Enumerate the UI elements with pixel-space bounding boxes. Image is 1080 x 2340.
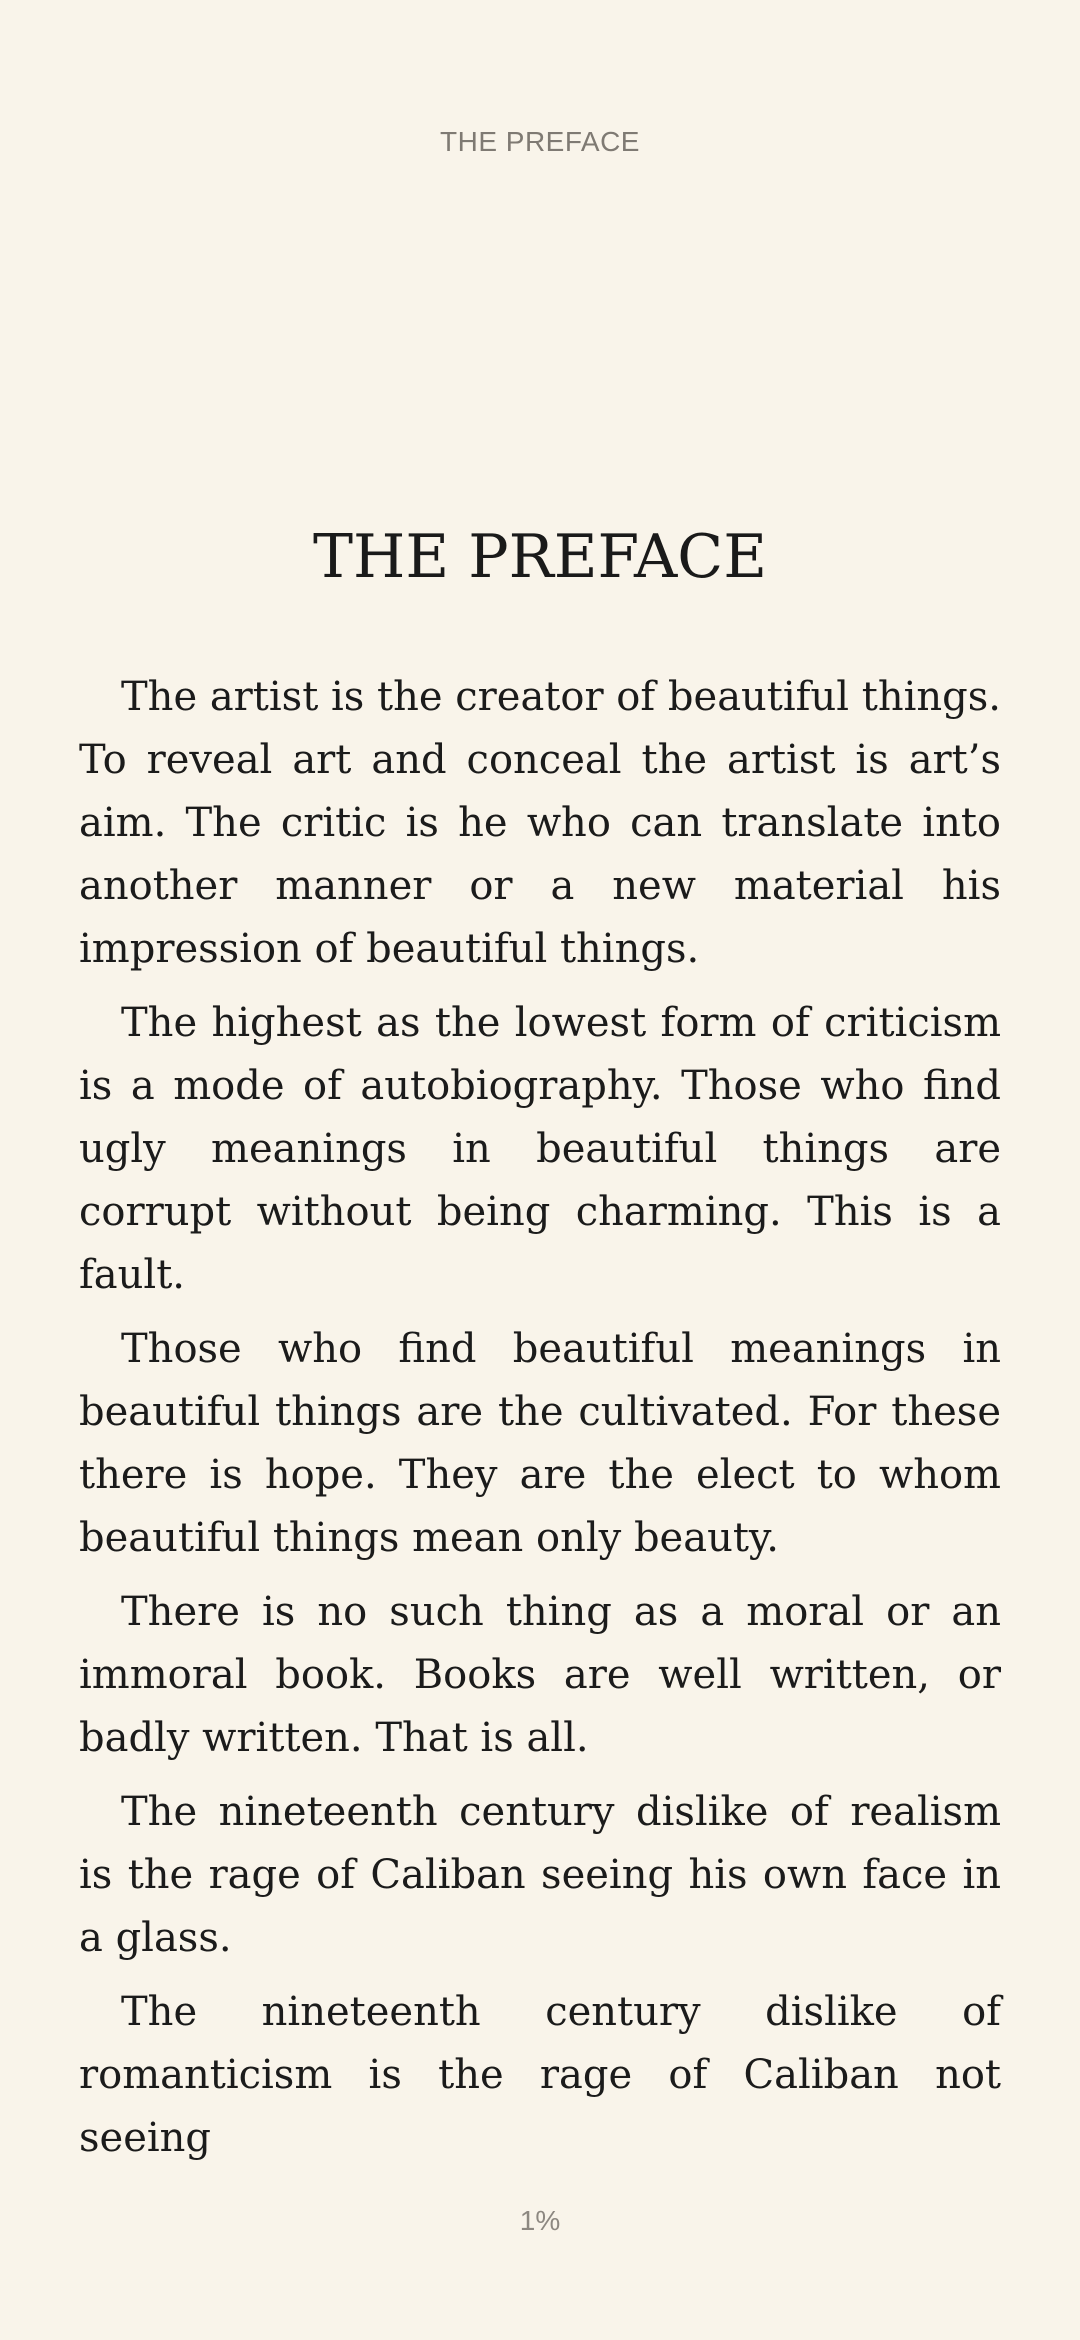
paragraph: The artist is the creator of beautiful things. To reveal art and conceal the artist is art’s aim. The critic is he who can translate into another manner or a new material his impression of beautiful things. — [79, 674, 1001, 972]
running-header-title: THE PREFACE — [440, 126, 640, 157]
paragraph: The highest as the lowest form of criticism is a mode of autobiography. Those who find ugly meanings in beautiful things are corrupt without being charming. This is a fault. — [79, 1000, 1001, 1298]
paragraph: The nineteenth century dislike of realism is the rage of Caliban seeing his own face in a glass. — [79, 1789, 1001, 1961]
paragraph: Those who find beautiful meanings in beautiful things are the cultivated. For these there is hope. They are the elect to whom beautiful things mean only beauty. — [79, 1326, 1001, 1561]
reader-body-text[interactable] — [79, 666, 1001, 2161]
paragraph: The nineteenth century dislike of romanticism is the rage of Caliban not seeing — [79, 1989, 1001, 2161]
reading-progress-indicator: 1% — [519, 2205, 561, 2236]
paragraph: There is no such thing as a moral or an immoral book. Books are well written, or badly written. That is all. — [79, 1589, 1001, 1761]
chapter-heading: THE PREFACE — [312, 522, 767, 592]
